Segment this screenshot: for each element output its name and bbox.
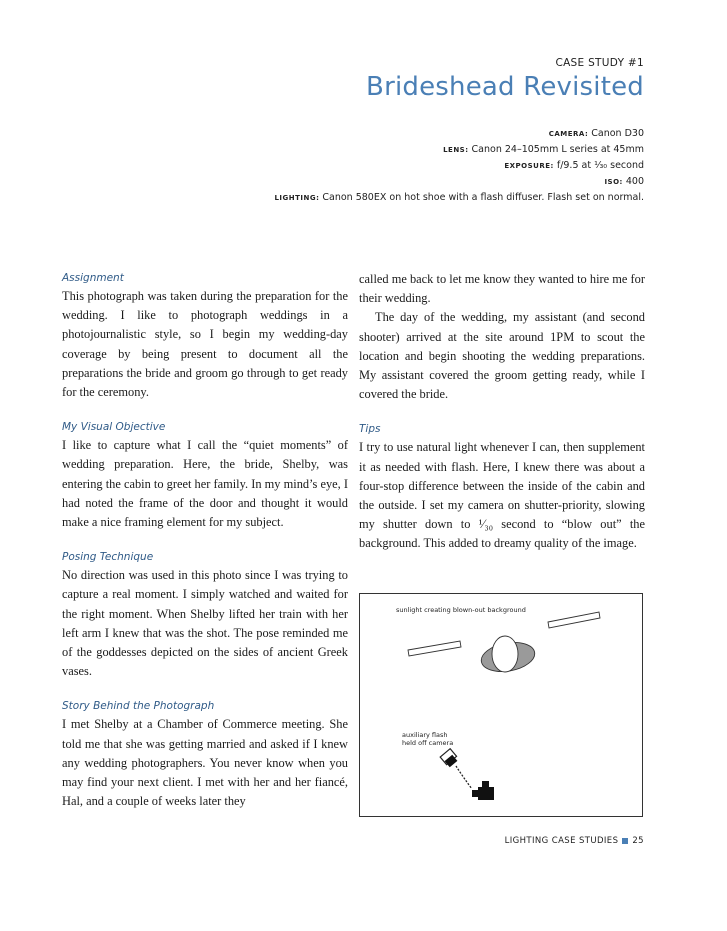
- spec-camera: [274, 126, 644, 142]
- window-right: [548, 612, 600, 628]
- spec-iso: [274, 174, 644, 190]
- photo-specs: [274, 126, 644, 206]
- spec-value: f/9.5 at ¹⁄₃₀ second: [556, 160, 644, 171]
- flash-cord: [456, 766, 472, 789]
- page-footer: [505, 836, 644, 846]
- spec-key: ISO:: [604, 178, 623, 186]
- label-flash-line-2: held off camera: [402, 738, 454, 747]
- section-heading-assignment: Assignment: [62, 272, 124, 284]
- section-heading-posing: Posing Technique: [62, 551, 154, 564]
- lighting-diagram-drawing: [360, 594, 644, 818]
- spec-key: CAMERA:: [548, 130, 589, 138]
- lighting-diagram: [359, 593, 643, 817]
- section-heading-visual-objective: My Visual Objective: [62, 421, 166, 434]
- story-continued-text: called me back to let me know they wanted to hire me for their wedding.: [359, 272, 645, 306]
- spec-lighting: [274, 190, 644, 206]
- spec-value: 400: [625, 176, 644, 187]
- window-left: [408, 641, 461, 656]
- right-column: [359, 270, 645, 554]
- spec-value: Canon 580EX on hot shoe with a flash diffuser. Flash set on normal.: [322, 192, 644, 203]
- case-study-label: CASE STUDY #1: [555, 57, 644, 69]
- label-auxiliary-flash: [402, 732, 453, 747]
- footer-text: LIGHTING CASE STUDIES: [504, 836, 619, 846]
- section-heading-tips: Tips: [359, 423, 381, 436]
- spec-value: Canon D30: [591, 128, 644, 139]
- camera-icon: [472, 781, 494, 800]
- spec-value: Canon 24–105mm L series at 45mm: [471, 144, 644, 155]
- page-number: 25: [632, 836, 644, 846]
- posing-text: No direction was used in this photo since I was trying to capture a real moment. I simply watched and waited for the right moment. When Shelby lifted her train with her left arm I knew that was the shot. The pose reminded me of the goddesses depicted on the sides of ancient Greek vases.: [62, 568, 348, 679]
- spec-lens: [274, 142, 644, 158]
- assignment-text: This photograph was taken during the preparation for the wedding. I like to photograph weddings in a photojournalistic style, so I begin my wedding-day coverage by being present to document all the preparations the bride and groom go through to get ready for the ceremony.: [62, 289, 348, 400]
- story-text: I met Shelby at a Chamber of Commerce meeting. She told me that she was getting married and asked if I knew any wedding photographers. You never know when you may find your next client. I met with her and her fiancé, Hal, and a couple of weeks later they: [62, 717, 348, 809]
- visual-objective-text: I like to capture what I call the “quiet moments” of wedding preparation. Here, the bride, Shelby, was entering the cabin to greet her family. In my mind’s eye, I had noted the frame of the door and thought it would make a nice framing element for my subject.: [62, 438, 348, 530]
- story-continued-text-2: The day of the wedding, my assistant (and second shooter) arrived at the site around 1PM to scout the location and begin shooting the wedding preparations. My assistant covered the groom getting ready, while I covered the bride.: [359, 310, 645, 402]
- spec-exposure: [274, 158, 644, 174]
- footer-square-icon: [622, 838, 628, 844]
- spec-key: EXPOSURE:: [504, 162, 554, 170]
- tips-text: I try to use natural light whenever I can, then supplement it as needed with flash. Here, I knew there was about a four-stop difference between the inside of the cabin and the outside. I set my camera on shutter-priority, slowing my shutter down to ¹⁄₃₀ second to “blow out” the background. This added to dreamy quality of the image.: [359, 440, 645, 551]
- spec-key: LIGHTING:: [274, 194, 320, 202]
- subject-head-icon: [492, 636, 518, 672]
- section-heading-story: Story Behind the Photograph: [62, 700, 215, 713]
- label-sunlight: sunlight creating blown-out background: [396, 606, 526, 614]
- spec-key: LENS:: [443, 146, 469, 154]
- label-flash-line-1: auxiliary flash: [402, 731, 448, 739]
- page-title: Brideshead Revisited: [366, 72, 644, 102]
- left-column: [62, 270, 348, 811]
